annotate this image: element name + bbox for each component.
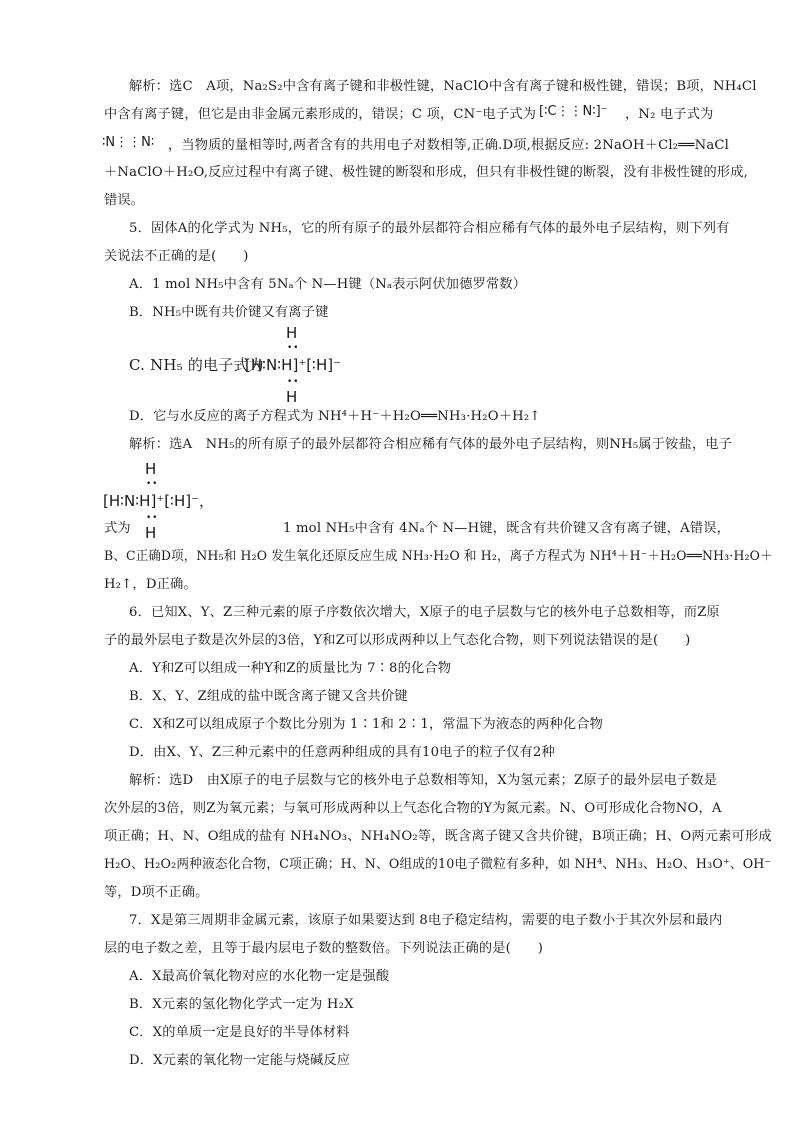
- analysis-line: ，当物质的量相等时,两者含有的共用电子对数相等,正确.D项,根据反应: 2NaOH＋Cl₂══NaCl: [168, 138, 730, 153]
- nh5-electron-formula-answer: H • • [H∶N∶H]⁺[∶H]⁻， • • H: [103, 460, 215, 542]
- analysis-line: 次外层的3倍，则Z为氧元素；与氧可形成两种以上气态化合物的Y为氮元素。N、O可形成化合物NO，A: [104, 801, 722, 816]
- analysis-line: ＋NaClO＋H₂O,反应过程中有离子键、极性键的断裂和形成，但只有非极性键的断裂，没有非极性键的形成,: [104, 165, 749, 180]
- question-5-option-d: D．它与水反应的离子方程式为 NH⁴＋H⁻＋H₂O══NH₃·H₂O＋H₂↑: [129, 409, 541, 424]
- question-6-option-c: C．X和Z可以组成原子个数比分别为 1∶1和 2∶1，常温下为液态的两种化合物: [129, 717, 604, 732]
- nh5-bottom-h: H: [286, 388, 298, 406]
- question-5-option-c: C. NH₅ 的电子式为: [129, 356, 264, 374]
- analysis-line: 项正确；H、N、O组成的盐有 NH₄NO₃、NH₄NO₂等，既含离子键又含共价键，B项正确；H、O两元素可形成: [104, 829, 772, 844]
- question-7-stem: 层的电子数之差，且等于最内层电子数的整数倍。下列说法正确的是( ): [104, 941, 544, 956]
- question-6-option-b: B．X、Y、Z组成的盐中既含离子键又含共价键: [129, 689, 408, 704]
- n2-electron-formula: ∶N⋮⋮N∶: [102, 135, 155, 150]
- nh5-bottom-h: H: [145, 524, 157, 542]
- cn-electron-formula: [∶C⋮⋮N∶]⁻: [539, 104, 608, 119]
- question-6-stem: 6．已知X、Y、Z三种元素的原子序数依次增大，X原子的电子层数与它的核外电子总数相等，而Z原: [129, 605, 720, 620]
- analysis-line: 错误。: [104, 193, 145, 208]
- analysis-line: B、C正确D项，NH₅和 H₂O 发生氧化还原反应生成 NH₃·H₂O 和 H₂，离子方程式为 NH⁴＋H⁻＋H₂O══NH₃·H₂O＋: [104, 549, 773, 564]
- nh5-top-h: H: [145, 460, 157, 478]
- question-5-stem: 5．固体A的化学式为 NH₅，它的所有原子的最外层都符合相应稀有气体的最外电子层结构，则下列有: [129, 221, 730, 236]
- question-7-option-b: B．X元素的氢化物化学式一定为 H₂X: [129, 997, 354, 1012]
- question-5-option-b: B．NH₅中既有共价键又有离子键: [129, 305, 329, 320]
- analysis-line: 中含有离子键，但它是由非金属元素形成的，错误；C 项，CN⁻电子式为: [104, 107, 537, 122]
- question-7-option-d: D．X元素的氧化物一定能与烧碱反应: [129, 1053, 351, 1068]
- analysis-line: ，N₂ 电子式为: [625, 107, 714, 122]
- analysis-line: 1 mol NH₅中含有 4Nₐ个 N—H键，既含有共价键又含有离子键，A错误，: [283, 521, 731, 536]
- nh5-middle: [H∶N∶H]⁺[∶H]⁻: [245, 356, 342, 374]
- analysis-line: H₂↑，D正确。: [104, 577, 197, 592]
- question-6-option-d: D．由X、Y、Z三种元素中的任意两种组成的具有10电子的粒子仅有2种: [129, 745, 555, 760]
- analysis-line: 解析：选D 由X原子的电子层数与它的核外电子总数相等知，X为氢元素；Z原子的最外层电子数是: [129, 773, 718, 788]
- question-7-option-c: C．X的单质一定是良好的半导体材料: [129, 1025, 350, 1040]
- question-5-stem: 关说法不正确的是( ): [104, 249, 249, 264]
- question-5-option-a: A．1 mol NH₅中含有 5Nₐ个 N—H键（Nₐ表示阿伏加德罗常数）: [129, 277, 527, 292]
- analysis-line: 解析：选C A项，Na₂S₂中含有离子键和非极性键，NaClO中含有离子键和极性键，错误；B项，NH₄Cl: [129, 79, 757, 94]
- question-7-stem: 7．X是第三周期非金属元素，该原子如果要达到 8电子稳定结构，需要的电子数小于其次外层和最内: [129, 913, 723, 928]
- analysis-line: 解析：选A NH₅的所有原子的最外层都符合相应稀有气体的最外电子层结构，则NH₅属于铵盐，电子: [129, 437, 733, 452]
- question-6-stem: 子的最外层电子数是次外层的3倍，Y和Z可以形成两种以上气态化合物，则下列说法错误的是( ): [104, 633, 691, 648]
- question-7-option-a: A．X最高价氧化物对应的水化物一定是强酸: [129, 969, 390, 984]
- analysis-line: H₂O、H₂O₂两种液态化合物，C项正确；H、N、O组成的10电子微粒有多种，如 NH⁴、NH₃、H₂O、H₃O⁺、OH⁻: [104, 857, 772, 872]
- nh5-electron-formula: H • • [H∶N∶H]⁺[∶H]⁻ • • H: [245, 324, 342, 406]
- analysis-line: 式为: [104, 521, 131, 536]
- nh5-top-h: H: [286, 324, 298, 342]
- nh5-middle: [H∶N∶H]⁺[∶H]⁻，: [103, 492, 215, 510]
- analysis-line: 等，D项不正确。: [104, 885, 209, 900]
- question-6-option-a: A．Y和Z可以组成一种Y和Z的质量比为 7∶8的化合物: [129, 661, 452, 676]
